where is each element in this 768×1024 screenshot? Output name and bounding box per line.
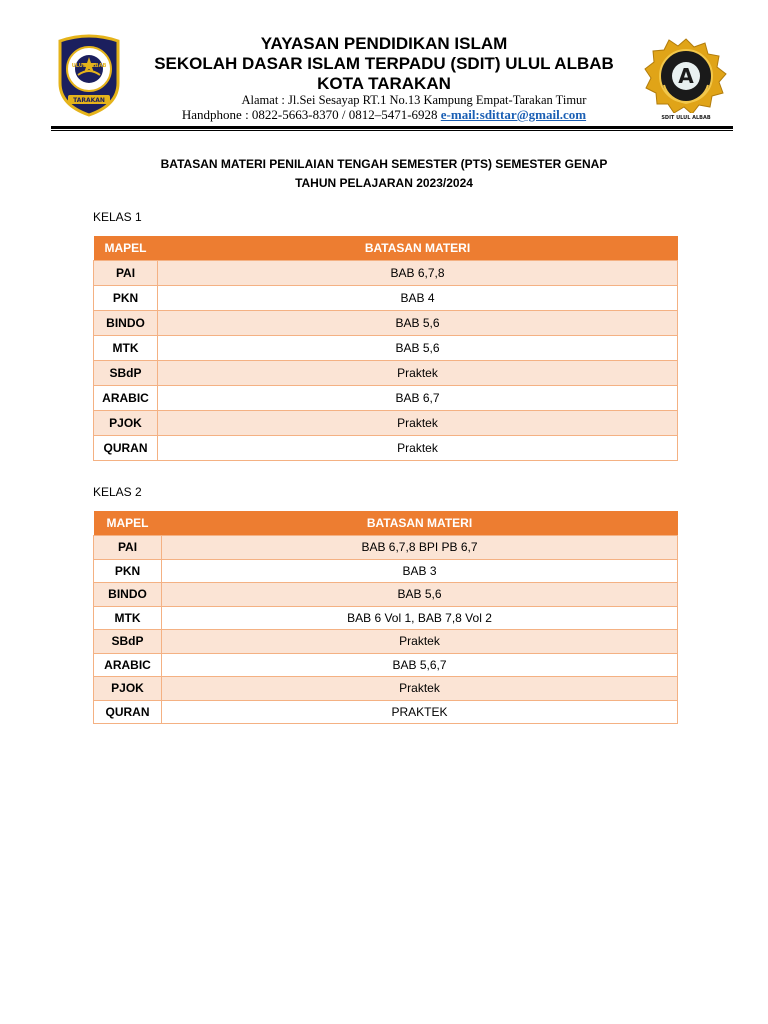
material-cell: BAB 6,7,8 BPI PB 6,7	[162, 536, 678, 560]
table-row	[94, 361, 678, 386]
subject-cell: QURAN	[94, 436, 158, 461]
material-cell: BAB 6,7	[158, 386, 678, 411]
subject-cell: SBdP	[94, 361, 158, 386]
foundation-name: YAYASAN PENDIDIKAN ISLAM	[260, 34, 508, 53]
subject-cell: PJOK	[94, 411, 158, 436]
material-cell: Praktek	[158, 411, 678, 436]
kelas-2-table	[93, 511, 678, 724]
table-row	[94, 411, 678, 436]
table-row	[94, 336, 678, 361]
table-row	[94, 436, 678, 461]
svg-text:TARAKAN: TARAKAN	[73, 97, 105, 104]
material-cell: Praktek	[158, 436, 678, 461]
material-cell: BAB 4	[158, 286, 678, 311]
table-row	[94, 583, 678, 607]
material-cell: BAB 5,6	[162, 583, 678, 607]
subject-cell: ARABIC	[94, 653, 162, 677]
subject-cell: PAI	[94, 261, 158, 286]
table-row	[94, 630, 678, 654]
subject-cell: MTK	[94, 336, 158, 361]
phone-number: Handphone : 0822-5663-8370 / 0812–5471-6928	[181, 107, 438, 122]
subject-cell: SBdP	[94, 630, 162, 654]
material-cell: BAB 3	[162, 559, 678, 583]
school-address: Alamat : Jl.Sei Sesayap RT.1 No.13 Kampung Empat-Tarakan Timur	[241, 93, 587, 107]
kelas-1-label: KELAS 1	[93, 210, 142, 224]
column-header-mapel: MAPEL	[94, 511, 162, 536]
email-link[interactable]: e-mail:sdittar@gmail.com	[440, 107, 587, 122]
subject-cell: ARABIC	[94, 386, 158, 411]
table-row	[94, 261, 678, 286]
svg-text:A: A	[678, 64, 694, 88]
table-row	[94, 677, 678, 701]
subject-cell: BINDO	[94, 311, 158, 336]
document-title: BATASAN MATERI PENILAIAN TENGAH SEMESTER (PTS) SEMESTER GENAP	[160, 157, 608, 171]
subject-cell: PKN	[94, 559, 162, 583]
svg-text:SDIT ULUL ALBAB: SDIT ULUL ALBAB	[661, 115, 711, 121]
column-header-mapel: MAPEL	[94, 236, 158, 261]
table-row	[94, 700, 678, 724]
table-row	[94, 286, 678, 311]
table-row	[94, 606, 678, 630]
contact-line	[0, 107, 768, 123]
city-name: KOTA TARAKAN	[317, 74, 451, 93]
table-header-row	[94, 236, 678, 261]
kelas-1-table	[93, 236, 678, 461]
material-cell: BAB 5,6,7	[162, 653, 678, 677]
subject-cell: MTK	[94, 606, 162, 630]
header-divider-thin	[51, 130, 733, 131]
subject-cell: PJOK	[94, 677, 162, 701]
column-header-batasan: BATASAN MATERI	[158, 236, 678, 261]
table-row	[94, 653, 678, 677]
table-row	[94, 536, 678, 560]
document-subtitle: TAHUN PELAJARAN 2023/2024	[295, 176, 473, 190]
material-cell: PRAKTEK	[162, 700, 678, 724]
material-cell: BAB 6,7,8	[158, 261, 678, 286]
table-row	[94, 386, 678, 411]
column-header-batasan: BATASAN MATERI	[162, 511, 678, 536]
material-cell: BAB 5,6	[158, 336, 678, 361]
material-cell: Praktek	[158, 361, 678, 386]
school-name: SEKOLAH DASAR ISLAM TERPADU (SDIT) ULUL ALBAB	[154, 54, 614, 73]
header-divider-thick	[51, 126, 733, 129]
subject-cell: QURAN	[94, 700, 162, 724]
material-cell: BAB 6 Vol 1, BAB 7,8 Vol 2	[162, 606, 678, 630]
table-row	[94, 311, 678, 336]
subject-cell: PKN	[94, 286, 158, 311]
subject-cell: PAI	[94, 536, 162, 560]
subject-cell: BINDO	[94, 583, 162, 607]
table-row	[94, 559, 678, 583]
kelas-2-label: KELAS 2	[93, 485, 142, 499]
table-header-row	[94, 511, 678, 536]
material-cell: Praktek	[162, 630, 678, 654]
svg-text:ULUL ALBAB: ULUL ALBAB	[71, 63, 107, 69]
material-cell: BAB 5,6	[158, 311, 678, 336]
material-cell: Praktek	[162, 677, 678, 701]
